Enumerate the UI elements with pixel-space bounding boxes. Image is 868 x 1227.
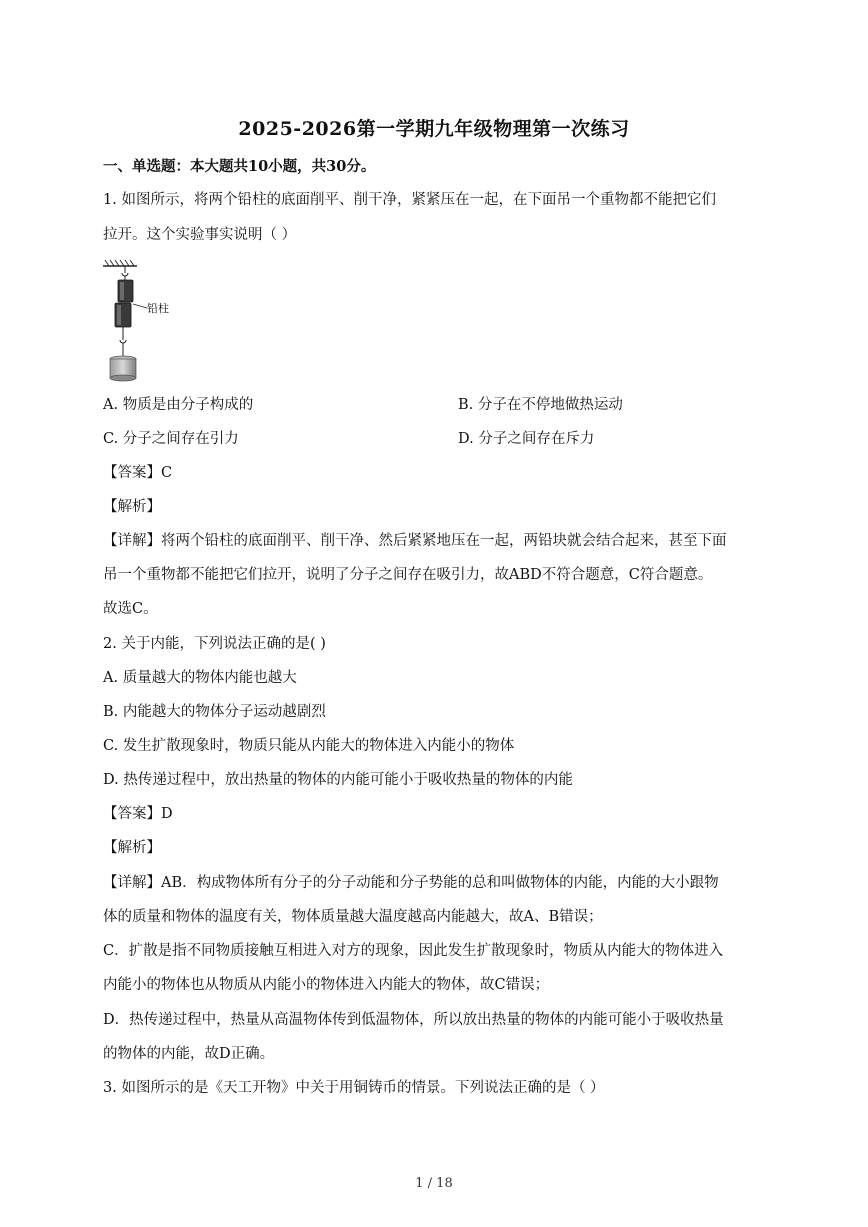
q1-stem-line1: 1. 如图所示，将两个铅柱的底面削平、削干净，紧紧压在一起，在下面吊一个重物都不能把它们 [103,192,716,208]
q1-analysis-heading: 【解析】 [103,499,161,515]
q1-option-c: C. 分子之间存在引力 [103,431,239,447]
q1-answer: 【答案】C [103,465,173,481]
q1-stem-line2: 拉开。这个实验事实说明（ ） [103,227,297,243]
q2-option-b: B. 内能越大的物体分子运动越剧烈 [103,704,326,720]
q1-detail-line2: 吊一个重物都不能把它们拉开，说明了分子之间存在吸引力，故ABD不符合题意，C符合题意。 [103,567,713,583]
q2-option-d: D. 热传递过程中，放出热量的物体的内能可能小于吸收热量的物体的内能 [103,772,573,788]
q1-option-d: D. 分子之间存在斥力 [458,431,595,447]
section-heading: 一、单选题：本大题共10小题，共30分。 [103,158,376,175]
q2-detail-line6: 的物体的内能，故D正确。 [103,1046,275,1062]
q2-detail-line4: 内能小的物体也从物质从内能小的物体进入内能大的物体，故C错误； [103,977,550,993]
q2-detail-line2: 体的质量和物体的温度有关，物体质量越大温度越高内能越大，故A、B错误； [103,909,603,925]
q1-detail-line1: 【详解】将两个铅柱的底面削平、削干净、然后紧紧地压在一起，两铅块就会结合起来，甚至下面 [103,533,727,549]
figure-label: 铅柱 [147,302,169,315]
q2-option-c: C. 发生扩散现象时，物质只能从内能大的物体进入内能小的物体 [103,738,515,754]
q1-option-a: A. 物质是由分子构成的 [103,397,254,413]
q2-answer: 【答案】D [103,806,173,822]
q2-detail-line1: 【详解】AB．构成物体所有分子的分子动能和分子势能的总和叫做物体的内能，内能的大小跟物 [103,875,719,891]
q1-option-b: B. 分子在不停地做热运动 [458,397,623,413]
q2-option-a: A. 质量越大的物体内能也越大 [103,670,297,686]
q2-analysis-heading: 【解析】 [103,840,161,856]
lead-cylinder-figure [99,256,189,384]
q2-detail-line5: D．热传递过程中，热量从高温物体传到低温物体，所以放出热量的物体的内能可能小于吸收热量 [103,1012,724,1028]
q2-detail-line3: C．扩散是指不同物质接触互相进入对方的现象，因此发生扩散现象时，物质从内能大的物体进入 [103,943,724,959]
q1-detail-line3: 故选C。 [103,601,158,617]
page-number: 1 / 18 [415,1176,453,1191]
page-title: 2025-2026第一学期九年级物理第一次练习 [238,118,630,140]
q2-stem: 2. 关于内能，下列说法正确的是( ) [103,636,326,652]
q3-stem: 3. 如图所示的是《天工开物》中关于用铜铸币的情景。下列说法正确的是（ ） [103,1080,605,1096]
